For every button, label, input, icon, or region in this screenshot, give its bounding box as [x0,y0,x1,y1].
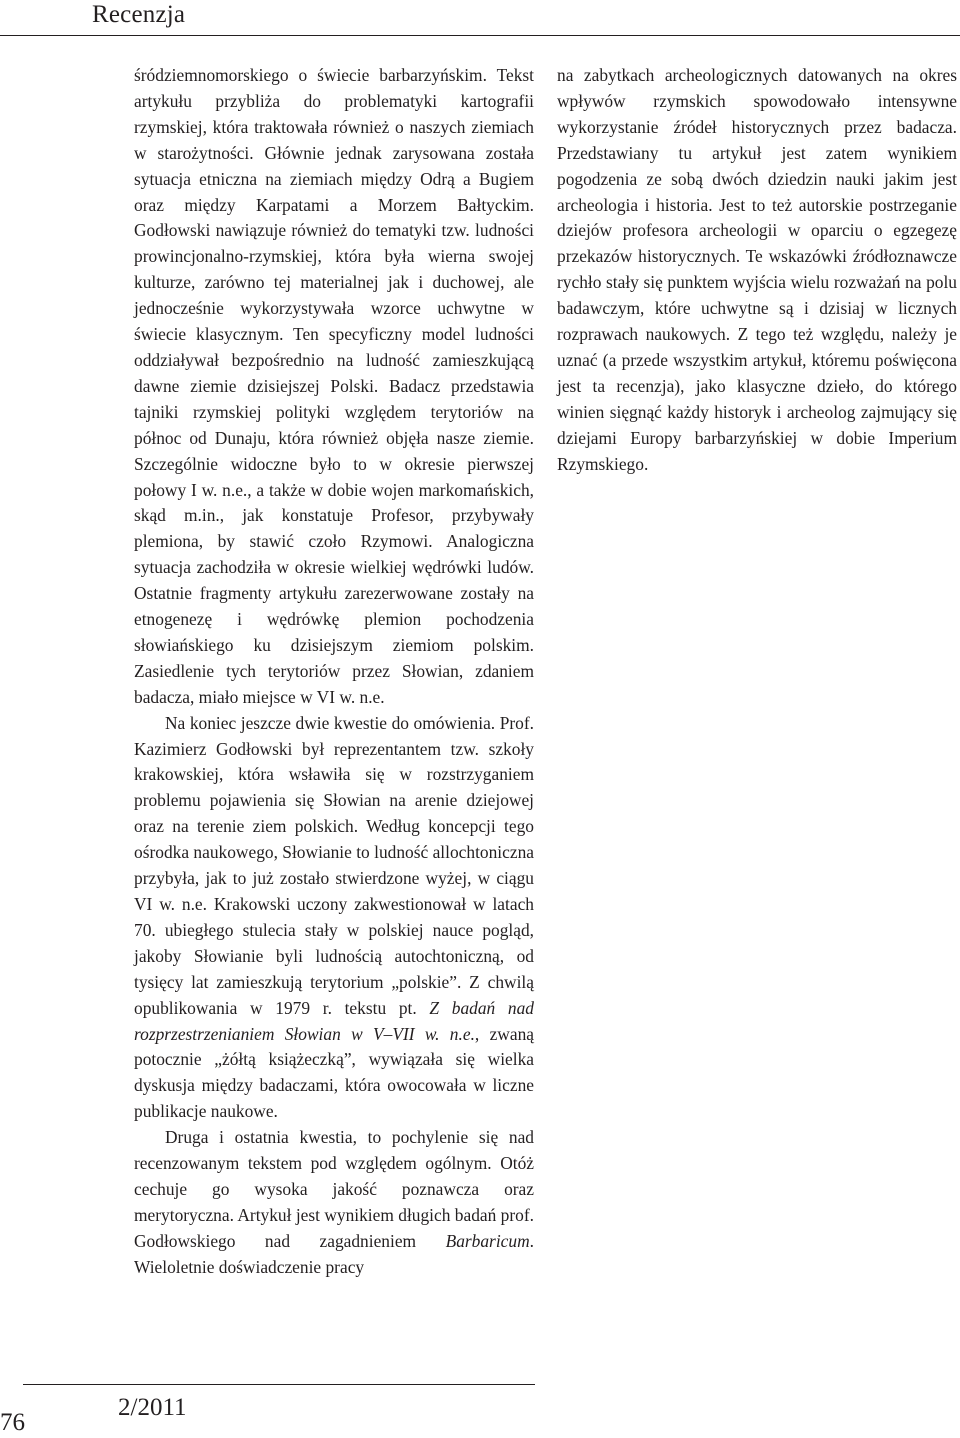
paragraph-3-text-b: . Wieloletnie doświadczenie pracy [134,1230,534,1277]
page-number: 76 [0,1409,25,1436]
paragraph-1 [134,63,534,711]
paragraph-4-text: na zabytkach archeologicznych datowanych na okres wpływów rzymskich spowodowało intensywne wykorzystanie źródeł historycznych przez badacza. Przedstawiany tu artykuł jest zatem wynikiem pogodzenia ze sobą dwóch dziedzin nauki jakim jest archeologia i historia. Jest to też autorskie postrzeganie dziejów profesora archeologii w oparciu o egzegezę przekazów historycznych. Te wskazówki źródłoznawcze rychło stały się punktem wyjścia wielu rozważań na polu badawczym, które uchwytne są i dzisiaj w licznych rozprawach naukowych. Z tego też względu, należy je uznać (a przede wszystkim artykuł, któremu poświęcona jest ta recenzja), jako klasyczne dzieło, do którego winien sięgnąć każdy historyk i archeolog zajmujący się dziejami Europy barbarzyńskiej w dobie Imperium Rzymskiego. [557,65,957,474]
right-column [557,63,957,478]
left-column [134,63,534,1281]
paragraph-1-text: śródziemnomorskiego o świecie barbarzyńskim. Tekst artykułu przybliża do problematyki kartografii rzymskiej, która traktowała również o naszych ziemiach w starożytności. Głównie jednak zarysowana została sytuacja etniczna na ziemiach między Odrą a Bugiem oraz między Karpatami a Morzem Bałtyckim. Godłowski nawiązuje również do tematyki tzw. ludności prowincjonalno-rzymskiej, która była wierna swojej kulturze, zarówno tej materialnej jak i duchowej, ale jednocześnie wykorzystywała wzorce uchwytne w świecie klasycznym. Ten specyficzny model ludności oddziaływał bezpośrednio na ludność zamieszkującą dawne ziemie dzisiejszej Polski. Badacz przedstawia tajniki rzymskiej polityki względem terytoriów na północ od Dunaju, która również objęła nasze ziemie. Szczególnie widoczne było to w okresie pierwszej połowy I w. n.e., a także w dobie wojen markomańskich, skąd m.in., jak konstatuje Profesor, przybywały plemiona, by stawić czoło Rzymowi. Analogiczna sytuacja zachodziła w okresie wielkiej wędrówki ludów. Ostatnie fragmenty artykułu zarezerwowane zostały na etnogenezę i wędrówkę plemion pochodzenia słowiańskiego ku dzisiejszym ziemiom polskim. Zasiedlenie tych terytoriów przez Słowian, zdaniem badacza, miało miejsce w VI w. n.e. [134,65,534,707]
term-barbaricum: Barbaricum [445,1230,530,1251]
header-divider [0,35,960,36]
paragraph-2 [134,711,534,1126]
paragraph-3 [134,1125,534,1280]
paragraph-4 [557,63,957,478]
paragraph-2-text-b: , zwaną potocznie „żółtą książeczką”, wywiązała się wielka dyskusja między badaczami, która owocowała w liczne publikacje naukowe. [134,1023,534,1122]
issue-number: 2/2011 [118,1394,187,1421]
paragraph-3-text-a: Druga i ostatnia kwestia, to pochylenie się nad recenzowanym tekstem pod względem ogólnym. Otóż cechuje go wysoka jakość poznawcza oraz merytoryczna. Artykuł jest wynikiem długich badań prof. Godłowskiego nad zagadnieniem [134,1127,534,1251]
paragraph-2-text-a: Na koniec jeszcze dwie kwestie do omówienia. Prof. Kazimierz Godłowski był reprezentantem tzw. szkoły krakowskiej, która wsławiła się w rozstrzyganiem problemu pojawienia się Słowian na arenie dziejowej oraz na terenie ziem polskich. Według koncepcji tego ośrodka naukowego, Słowianie to ludność allochtoniczna przybyła, jak to już zostało stwierdzone wyżej, w ciągu VI w. n.e. Krakowski uczony zakwestionował w latach 70. ubiegłego stulecia stały w polskiej nauce pogląd, jakoby Słowianie byli ludnością autochtoniczną, od tysięcy lat zamieszkują terytorium „polskie”. Z chwilą opublikowania w 1979 r. tekstu pt. [134,712,534,1018]
cited-title: Z badań nad rozprzestrzenianiem Słowian w V–VII w. n.e. [134,997,534,1044]
section-title: Recenzja [92,1,186,28]
footer-divider [23,1384,535,1385]
